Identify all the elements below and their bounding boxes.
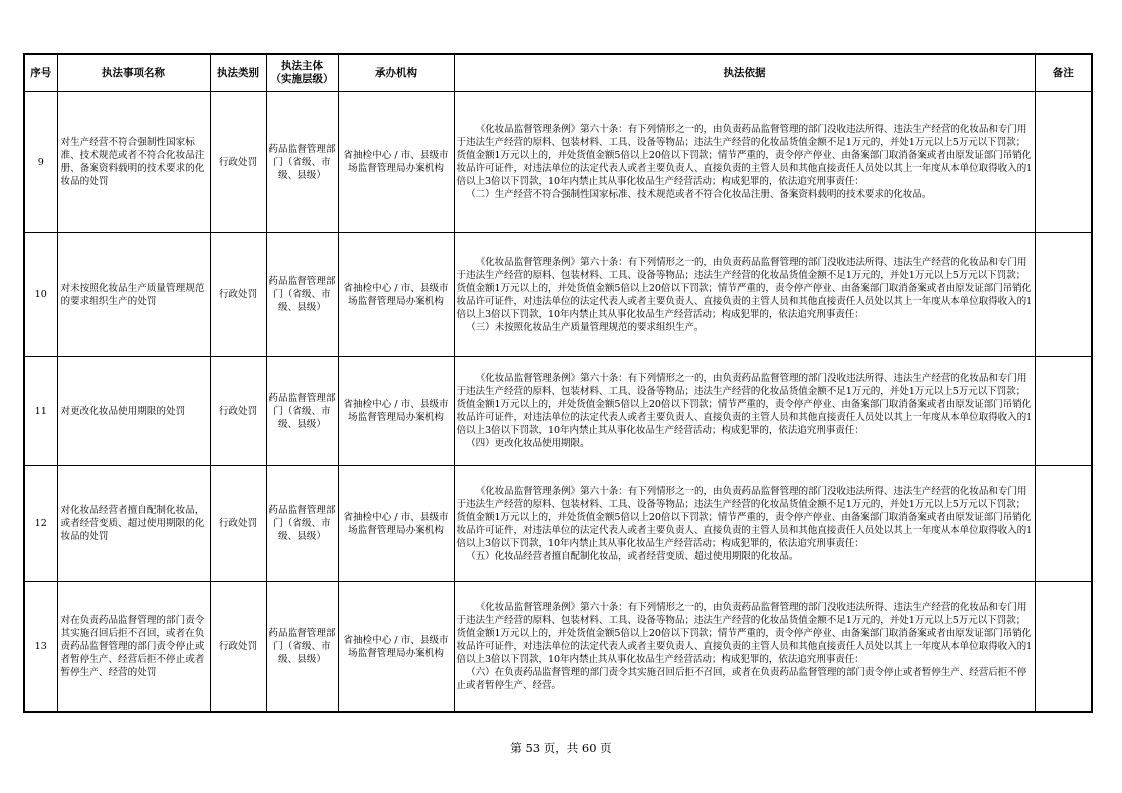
basis-item: （四）更改化妆品使用期限。 bbox=[466, 438, 590, 449]
table-row bbox=[24, 466, 1092, 582]
basis-item: （二）生产经营不符合强制性国家标准、技术规范或者不符合化妆品注册、备案资料载明的技术要求的化妆品。 bbox=[466, 189, 932, 200]
table-row bbox=[24, 92, 1092, 233]
row-type: 行政处罚 bbox=[210, 466, 266, 582]
basis-text: 《化妆品监督管理条例》第六十条：有下列情形之一的，由负责药品监督管理的部门没收违法所得、违法生产经营的化妆品和专门用于违法生产经营的原料、包装材料、工具、设备等物品；违法生产经营的化妆品货值金额不足1万元的，并处1万元以上5万元以下罚款；货值金额1万元以上的，并处货值金额5倍以上20倍以下罚款；情节严重的，责令停产停业、由备案部门取消备案或者由原发证部门吊销化妆品许可证件，对违法单位的法定代表人或者主要负责人、直接负责的主管人员和其他直接责任人员处以其上一年度从本单位取得收入的1倍以上3倍以下罚款，10年内禁止其从事化妆品生产经营活动；构成犯罪的，依法追究刑事责任： bbox=[456, 373, 1033, 436]
row-no: 9 bbox=[24, 92, 57, 233]
header-basis: 执法依据 bbox=[454, 54, 1035, 92]
row-name: 对在负责药品监督管理的部门责令其实施召回后拒不召回，或者在负责药品监督管理的部门责令停止或者暂停生产、经营后拒不停止或者暂停生产、经营的处罚 bbox=[57, 582, 210, 713]
row-name: 对生产经营不符合强制性国家标准、技术规范或者不符合化妆品注册、备案资料载明的技术要求的化妆品的处罚 bbox=[57, 92, 210, 233]
row-note bbox=[1035, 466, 1092, 582]
row-note bbox=[1035, 92, 1092, 233]
row-type: 行政处罚 bbox=[210, 92, 266, 233]
row-no: 10 bbox=[24, 233, 57, 357]
row-org: 省抽检中心 / 市、县级市场监督管理局办案机构 bbox=[338, 582, 454, 713]
row-subject: 药品监督管理部门（省级、市级、县级） bbox=[266, 92, 338, 233]
row-basis bbox=[454, 466, 1035, 582]
basis-item: （六）在负责药品监督管理的部门责令其实施召回后拒不召回，或者在负责药品监督管理的部门责令停止或者暂停生产、经营后拒不停止或者暂停生产、经营。 bbox=[456, 667, 1027, 691]
row-subject: 药品监督管理部门（省级、市级、县级） bbox=[266, 466, 338, 582]
basis-item: （五）化妆品经营者擅自配制化妆品，或者经营变质、超过使用期限的化妆品。 bbox=[466, 550, 799, 562]
row-org: 省抽检中心 / 市、县级市场监督管理局办案机构 bbox=[338, 357, 454, 466]
row-no: 12 bbox=[24, 466, 57, 582]
basis-text: 《化妆品监督管理条例》第六十条：有下列情形之一的，由负责药品监督管理的部门没收违法所得、违法生产经营的化妆品和专门用于违法生产经营的原料、包装材料、工具、设备等物品；违法生产经营的化妆品货值金额不足1万元的，并处1万元以上5万元以下罚款；货值金额1万元以上的，并处货值金额5倍以上20倍以下罚款；情节严重的，责令停产停业、由备案部门取消备案或者由原发证部门吊销化妆品许可证件，对违法单位的法定代表人或者主要负责人、直接负责的主管人员和其他直接责任人员处以其上一年度从本单位取得收入的1倍以上3倍以下罚款，10年内禁止其从事化妆品生产经营活动；构成犯罪的，依法追究刑事责任： bbox=[456, 124, 1033, 187]
row-org: 省抽检中心 / 市、县级市场监督管理局办案机构 bbox=[338, 466, 454, 582]
table-row bbox=[24, 233, 1092, 357]
table-row bbox=[24, 582, 1092, 713]
row-type: 行政处罚 bbox=[210, 233, 266, 357]
header-subject-line2: （实施层级） bbox=[270, 73, 334, 85]
row-name: 对更改化妆品使用期限的处罚 bbox=[57, 357, 210, 466]
header-org: 承办机构 bbox=[338, 54, 454, 92]
enforcement-table-container bbox=[23, 53, 1093, 713]
row-basis bbox=[454, 582, 1035, 713]
header-name: 执法事项名称 bbox=[57, 54, 210, 92]
row-no: 13 bbox=[24, 582, 57, 713]
basis-text: 《化妆品监督管理条例》第六十条：有下列情形之一的，由负责药品监督管理的部门没收违法所得、违法生产经营的化妆品和专门用于违法生产经营的原料、包装材料、工具、设备等物品；违法生产经营的化妆品货值金额不足1万元的，并处1万元以上5万元以下罚款；货值金额1万元以上的，并处货值金额5倍以上20倍以下罚款；情节严重的，责令停产停业、由备案部门取消备案或者由原发证部门吊销化妆品许可证件，对违法单位的法定代表人或者主要负责人、直接负责的主管人员和其他直接责任人员处以其上一年度从本单位取得收入的1倍以上3倍以下罚款，10年内禁止其从事化妆品生产经营活动；构成犯罪的，依法追究刑事责任： bbox=[456, 485, 1033, 549]
header-subject-line1: 执法主体 bbox=[281, 60, 323, 72]
table-row bbox=[24, 357, 1092, 466]
row-name: 对未按照化妆品生产质量管理规范的要求组织生产的处罚 bbox=[57, 233, 210, 357]
row-type: 行政处罚 bbox=[210, 357, 266, 466]
row-basis bbox=[454, 233, 1035, 357]
header-type: 执法类别 bbox=[210, 54, 266, 92]
row-name: 对化妆品经营者擅自配制化妆品，或者经营变质、超过使用期限的化妆品的处罚 bbox=[57, 466, 210, 582]
row-note bbox=[1035, 357, 1092, 466]
row-basis bbox=[454, 357, 1035, 466]
row-basis bbox=[454, 92, 1035, 233]
row-org: 省抽检中心 / 市、县级市场监督管理局办案机构 bbox=[338, 233, 454, 357]
basis-text: 《化妆品监督管理条例》第六十条：有下列情形之一的，由负责药品监督管理的部门没收违法所得、违法生产经营的化妆品和专门用于违法生产经营的原料、包装材料、工具、设备等物品；违法生产经营的化妆品货值金额不足1万元的，并处1万元以上5万元以下罚款；货值金额1万元以上的，并处货值金额5倍以上20倍以下罚款；情节严重的，责令停产停业、由备案部门取消备案或者由原发证部门吊销化妆品许可证件，对违法单位的法定代表人或者主要负责人、直接负责的主管人员和其他直接责任人员处以其上一年度从本单位取得收入的1倍以上3倍以下罚款，10年内禁止其从事化妆品生产经营活动；构成犯罪的，依法追究刑事责任： bbox=[456, 256, 1033, 320]
row-no: 11 bbox=[24, 357, 57, 466]
row-note bbox=[1035, 233, 1092, 357]
page-footer: 第 53 页，共 60 页 bbox=[510, 741, 612, 755]
enforcement-table bbox=[23, 53, 1093, 713]
row-note bbox=[1035, 582, 1092, 713]
basis-item: （三）未按照化妆品生产质量管理规范的要求组织生产。 bbox=[466, 321, 704, 333]
header-note: 备注 bbox=[1035, 54, 1092, 92]
row-subject: 药品监督管理部门（省级、市级、县级） bbox=[266, 357, 338, 466]
basis-text: 《化妆品监督管理条例》第六十条：有下列情形之一的，由负责药品监督管理的部门没收违法所得、违法生产经营的化妆品和专门用于违法生产经营的原料、包装材料、工具、设备等物品；违法生产经营的化妆品货值金额不足1万元的，并处1万元以上5万元以下罚款；货值金额1万元以上的，并处货值金额5倍以上20倍以下罚款；情节严重的，责令停产停业、由备案部门取消备案或者由原发证部门吊销化妆品许可证件，对违法单位的法定代表人或者主要负责人、直接负责的主管人员和其他直接责任人员处以其上一年度从本单位取得收入的1倍以上3倍以下罚款，10年内禁止其从事化妆品生产经营活动；构成犯罪的，依法追究刑事责任： bbox=[456, 602, 1033, 665]
header-subject bbox=[266, 54, 338, 92]
header-row bbox=[24, 54, 1092, 92]
header-no: 序号 bbox=[24, 54, 57, 92]
row-subject: 药品监督管理部门（省级、市级、县级） bbox=[266, 233, 338, 357]
row-subject: 药品监督管理部门（省级、市级、县级） bbox=[266, 582, 338, 713]
row-org: 省抽检中心 / 市、县级市场监督管理局办案机构 bbox=[338, 92, 454, 233]
row-type: 行政处罚 bbox=[210, 582, 266, 713]
